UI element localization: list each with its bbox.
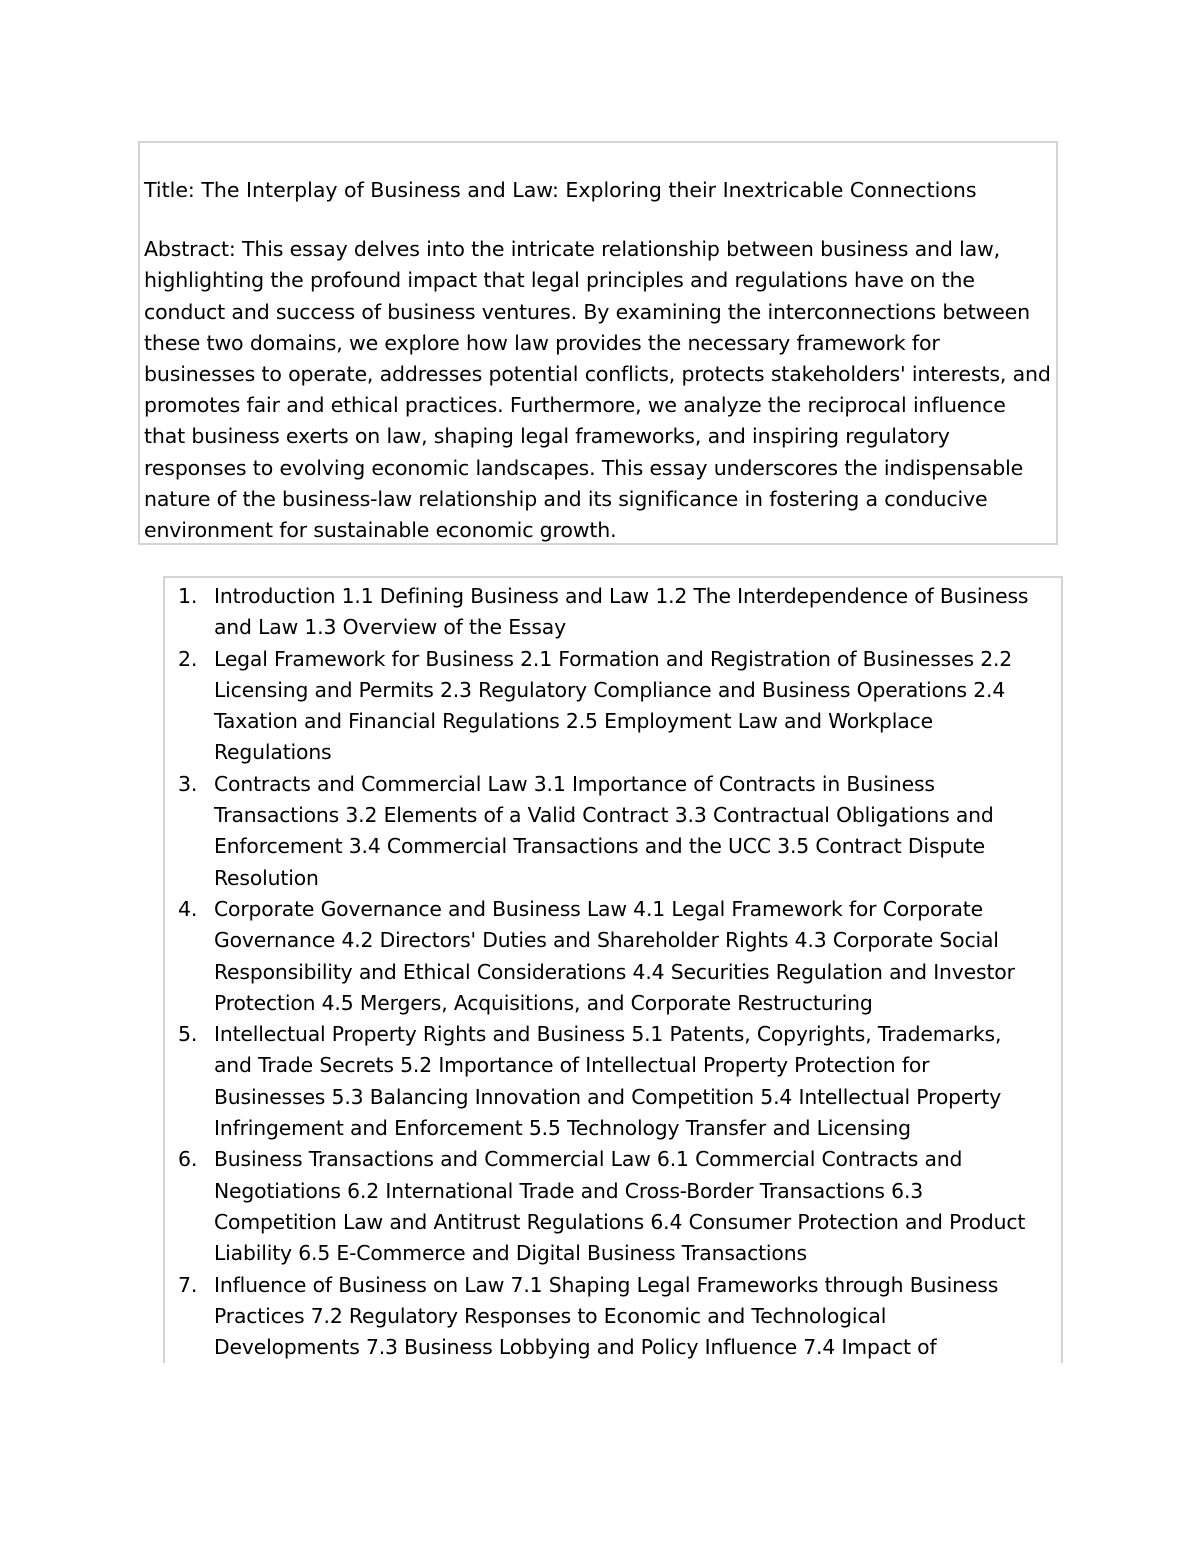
- abstract-paragraph: [144, 234, 1052, 546]
- item-line: Practices 7.2 Regulatory Responses to Economic and Technological: [214, 1303, 887, 1328]
- abstract-line: nature of the business-law relationship and its significance in fostering a conducive: [144, 486, 988, 511]
- abstract-line: Abstract: This essay delves into the intricate relationship between business and law,: [144, 237, 1001, 262]
- item-line: Intellectual Property Rights and Business 5.1 Patents, Copyrights, Trademarks,: [214, 1022, 1002, 1047]
- item-line: Introduction 1.1 Defining Business and Law 1.2 The Interdependence of Business: [214, 584, 1029, 608]
- item-line: Infringement and Enforcement 5.5 Technology Transfer and Licensing: [214, 1116, 911, 1141]
- abstract-line: businesses to operate, addresses potential conflicts, protects stakeholders' interests, and: [144, 362, 1051, 387]
- outline-item-5: [165, 1019, 1061, 1144]
- item-line: Responsibility and Ethical Considerations 4.4 Securities Regulation and Investor: [214, 959, 1015, 984]
- item-line: Governance 4.2 Directors' Duties and Shareholder Rights 4.3 Corporate Social: [214, 928, 999, 953]
- abstract-line: environment for sustainable economic growth.: [144, 518, 617, 543]
- item-line: Regulations: [214, 740, 332, 765]
- item-line: Contracts and Commercial Law 3.1 Importance of Contracts in Business: [214, 771, 935, 796]
- item-line: and Law 1.3 Overview of the Essay: [214, 615, 566, 640]
- item-number: 3.: [178, 771, 198, 796]
- item-number: 6.: [178, 1147, 198, 1172]
- item-line: and Trade Secrets 5.2 Importance of Intellectual Property Protection for: [214, 1053, 930, 1078]
- abstract-box: [138, 141, 1058, 545]
- outline-item-4: [165, 894, 1061, 1019]
- outline-item-3: [165, 769, 1061, 894]
- item-number: 5.: [178, 1022, 198, 1047]
- outline-box: [163, 576, 1063, 1363]
- item-line: Influence of Business on Law 7.1 Shaping Legal Frameworks through Business: [214, 1272, 999, 1297]
- abstract-line: conduct and success of business ventures. By examining the interconnections between: [144, 299, 1030, 324]
- outline-item-2: [165, 644, 1061, 769]
- document-title: Title: The Interplay of Business and Law: Exploring their Inextricable Connections: [144, 178, 977, 202]
- abstract-line: promotes fair and ethical practices. Furthermore, we analyze the reciprocal influence: [144, 393, 1006, 418]
- item-line: Licensing and Permits 2.3 Regulatory Compliance and Business Operations 2.4: [214, 677, 1006, 702]
- outline-item-7: [165, 1270, 1061, 1363]
- item-line: Protection 4.5 Mergers, Acquisitions, and Corporate Restructuring: [214, 990, 873, 1015]
- abstract-line: these two domains, we explore how law provides the necessary framework for: [144, 330, 940, 355]
- outline-item-1: [165, 581, 1061, 644]
- item-line: Negotiations 6.2 International Trade and Cross-Border Transactions 6.3: [214, 1178, 924, 1203]
- outline-list: [165, 581, 1061, 1363]
- item-number: 2.: [178, 646, 198, 671]
- item-number: 4.: [178, 896, 198, 921]
- item-number: 1.: [178, 584, 198, 608]
- item-line: Competition Law and Antitrust Regulations 6.4 Consumer Protection and Product: [214, 1209, 1026, 1234]
- abstract-line: responses to evolving economic landscapes. This essay underscores the indispensable: [144, 455, 1024, 480]
- item-line: Liability 6.5 E-Commerce and Digital Business Transactions: [214, 1241, 807, 1266]
- abstract-line: that business exerts on law, shaping legal frameworks, and inspiring regulatory: [144, 424, 950, 449]
- item-line: Resolution: [214, 865, 319, 890]
- outline-item-6: [165, 1144, 1061, 1269]
- item-line: Legal Framework for Business 2.1 Formation and Registration of Businesses 2.2: [214, 646, 1013, 671]
- abstract-line: highlighting the profound impact that legal principles and regulations have on the: [144, 268, 975, 293]
- item-line: Transactions 3.2 Elements of a Valid Contract 3.3 Contractual Obligations and: [214, 803, 994, 828]
- item-line: Corporate Governance and Business Law 4.1 Legal Framework for Corporate: [214, 896, 983, 921]
- item-line: Taxation and Financial Regulations 2.5 Employment Law and Workplace: [214, 709, 933, 734]
- item-number: 7.: [178, 1272, 198, 1297]
- item-line: Businesses 5.3 Balancing Innovation and Competition 5.4 Intellectual Property: [214, 1084, 1002, 1109]
- item-line: Developments 7.3 Business Lobbying and Policy Influence 7.4 Impact of: [214, 1335, 937, 1360]
- item-line: Business Transactions and Commercial Law 6.1 Commercial Contracts and: [214, 1147, 963, 1172]
- item-line: Enforcement 3.4 Commercial Transactions and the UCC 3.5 Contract Dispute: [214, 834, 986, 859]
